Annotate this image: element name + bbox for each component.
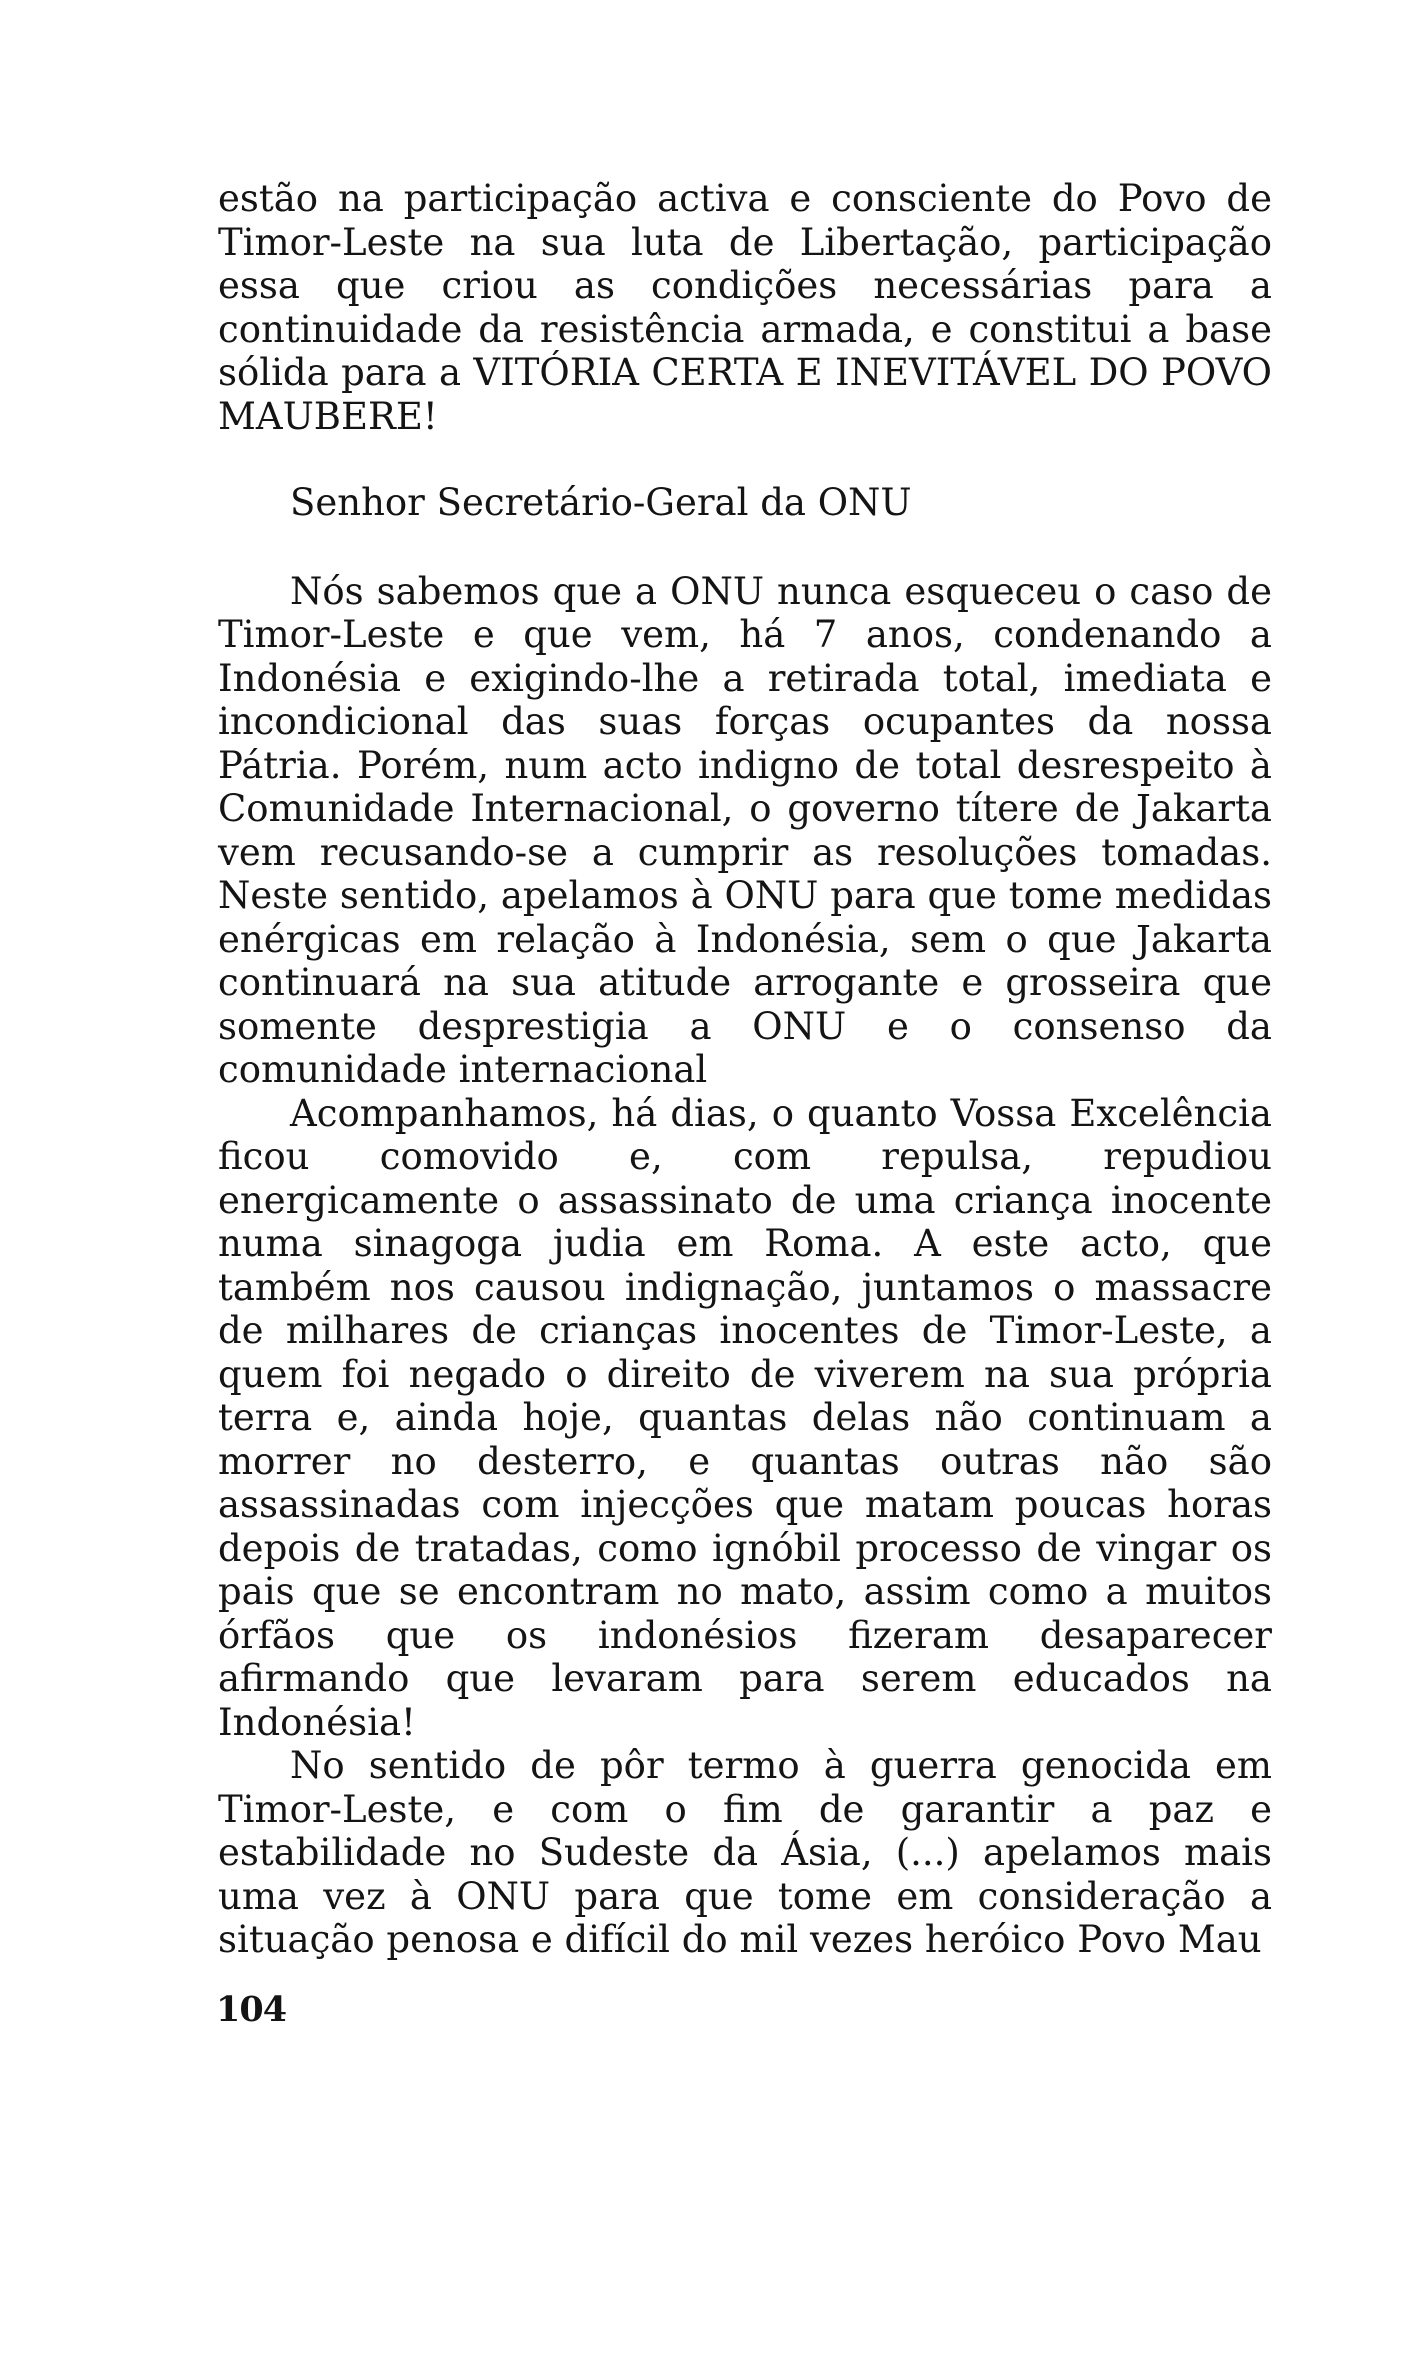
opening-paragraph: estão na participação activa e consciente do Povo de Timor-Leste na sua luta de Libertação, participação essa que criou as condições necessárias para a continuidade da resistência armada, e constitui a base sólida para a VITÓRIA CERTA E INEVITÁVEL DO POVO MAUBERE! [218,177,1272,438]
body-paragraph-onu: Nós sabemos que a ONU nunca esqueceu o caso de Timor-Leste e que vem, há 7 anos, condenando a Indonésia e exigindo-lhe a retirada total, imediata e incondicional das suas forças ocupantes da nossa Pátria. Porém, num acto indigno de total desrespeito à Comunidade Internacional, o governo títere de Jakarta vem recusando-se a cumprir as resoluções tomadas. Neste sentido, apelamos à ONU para que tome medidas enérgicas em relação à Indonésia, sem o que Jakarta continuará na sua atitude arrogante e grosseira que somente desprestigia a ONU e o consenso da comunidade internacional [218,569,1272,1091]
body-paragraph-appeal: No sentido de pôr termo à guerra genocida em Timor-Leste, e com o fim de garantir a paz e estabilidade no Sudeste da Ásia, (...) apelamos mais uma vez à ONU para que tome em consideração a situação penosa e difícil do mil vezes heróico Povo Mau [218,1744,1272,1961]
body-paragraph-roma: Acompanhamos, há dias, o quanto Vossa Excelência ficou comovido e, com repulsa, repudiou energicamente o assassinato de uma criança inocente numa sinagoga judia em Roma. A este acto, que também nos causou indignação, juntamos o massacre de milhares de crianças inocentes de Timor-Leste, a quem foi negado o direito de viverem na sua própria terra e, ainda hoje, quantas delas não continuam a morrer no desterro, e quantas outras não são assassinadas com injecções que matam poucas horas depois de tratadas, como ignóbil processo de vingar os pais que se encontram no mato, assim como a muitos órfãos que os indonésios fizeram desaparecer afirmando que levaram para serem educados na Indonésia! [218,1091,1272,1744]
text-column [218,177,1272,1962]
salutation-heading: Senhor Secretário-Geral da ONU [290,481,912,524]
page-number: 104 [216,1989,287,2030]
